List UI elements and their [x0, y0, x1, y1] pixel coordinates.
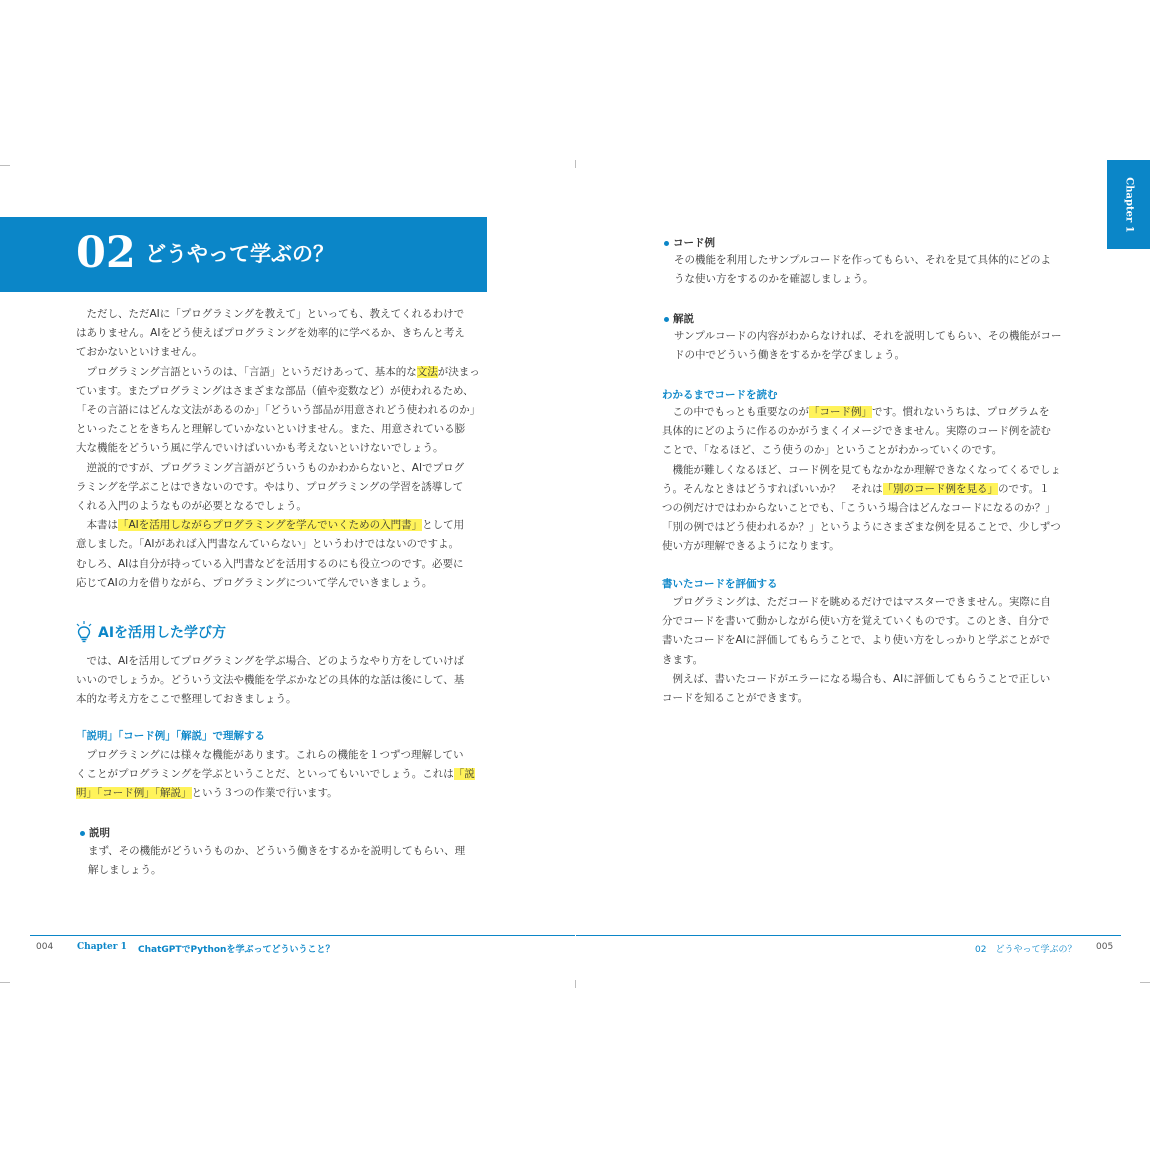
bullet-dot-icon — [80, 831, 85, 836]
subheading-read-code: わかるまでコードを読む — [662, 389, 778, 401]
text-line — [662, 631, 1078, 650]
text-line — [76, 401, 488, 420]
text-line — [662, 518, 1078, 537]
text-segment: といったことをきちんと理解していかないといけません。また、用意されている膨 — [76, 423, 466, 436]
text-segment: 意しました。「AIがあれば入門書なんていらない」というわけではないのですよ。 — [76, 538, 460, 551]
chapter-side-tab — [1107, 160, 1150, 249]
text-segment: 具体的にどのように作るのかがうまくイメージできません。実際のコード例を読む — [662, 425, 1051, 438]
text-segment: ドの中でどういう働きをするかを学びましょう。 — [674, 349, 905, 362]
text-segment: 分でコードを書いて動かしながら使い方を覚えていくものです。このとき、自分で — [662, 615, 1050, 628]
text-line — [662, 689, 1078, 708]
bullet-commentary — [664, 311, 694, 326]
bullet-explanation-label: 説明 — [89, 827, 110, 839]
text-line — [76, 324, 488, 343]
text-line — [662, 651, 1078, 670]
text-segment: むしろ、AIは自分が持っている入門書などを活用するのにも役立つのです。必要に — [76, 557, 464, 570]
text-line — [88, 842, 488, 861]
text-line — [76, 671, 488, 690]
text-segment: ただし、ただAIに「プログラミングを教えて」といっても、教えてくれるわけで — [76, 308, 465, 320]
text-segment: その機能を利用したサンプルコードを作ってもらい、それを見て具体的にどのよ — [674, 254, 1052, 266]
text-segment: 本的な考え方をここで整理しておきましょう。 — [76, 693, 297, 706]
text-line — [76, 343, 488, 362]
highlighted-text: 文法 — [416, 365, 438, 378]
footer-chapter-label: Chapter 1 — [77, 942, 127, 952]
text-line — [76, 459, 488, 478]
text-segment: 解しましょう。 — [88, 864, 162, 877]
intro-paragraph — [76, 305, 488, 593]
bullet-code-example — [664, 235, 715, 250]
text-segment: 逆説的ですが、プログラミング言語がどういうものかわからないと、AIでプログ — [76, 461, 465, 474]
text-segment: つの例だけではわからないことでも、「こういう場合はどんなコードになるのか？」 — [662, 502, 1056, 515]
text-line — [76, 765, 488, 784]
text-segment: プログラミング言語というのは、「言語」というだけあって、基本的な — [76, 365, 417, 378]
text-segment: はありません。AIをどう使えばプログラミングを効率的に学べるか、きちんと考え — [76, 327, 465, 340]
bullet-dot-icon — [664, 241, 669, 246]
text-segment: プログラミングは、ただコードを眺めるだけではマスターできません。実際に自 — [662, 596, 1051, 608]
text-segment: が決まっ — [437, 365, 480, 378]
text-segment: くことがプログラミングを学ぶということだ、といってもいいでしょう。これは — [76, 768, 454, 781]
bullet-explanation — [80, 825, 110, 840]
text-line — [662, 422, 1078, 441]
section-heading-label: AIを活用した学び方 — [98, 625, 227, 641]
text-line — [88, 861, 488, 880]
text-line — [662, 537, 1078, 556]
text-line — [674, 251, 1078, 270]
footer-rule-left — [30, 935, 575, 936]
text-line — [76, 478, 488, 497]
text-line — [76, 305, 488, 324]
text-segment: ておかないといけません。 — [76, 346, 203, 359]
footer-section-title: 02 どうやって学ぶの？ — [975, 945, 1077, 955]
text-segment: う。そんなときはどうすればいいか？ それは — [662, 482, 883, 495]
text-segment: うな使い方をするのかを確認しましょう。 — [674, 273, 874, 286]
highlighted-text: 明」「コード例」「解説」 — [76, 787, 192, 800]
text-segment: です。慣れないうちは、プログラムを — [872, 406, 1050, 418]
chapter-banner — [0, 217, 487, 292]
text-segment: ことで、「なるほど、こう使うのか」ということがわかっていくのです。 — [662, 444, 1003, 457]
text-segment: ラミングを学ぶことはできないのです。やはり、プログラミングの学習を誘導して — [76, 480, 464, 493]
section-heading — [76, 619, 226, 645]
text-segment: のです。１ — [998, 482, 1050, 495]
text-line — [76, 535, 488, 554]
lightbulb-icon — [76, 621, 92, 643]
explanation-paragraph — [88, 842, 488, 880]
text-line — [662, 480, 1078, 499]
text-segment: では、AIを活用してプログラミングを学ぶ場合、どのようなやり方をしていけば — [76, 655, 465, 667]
highlighted-text: 「別のコード例を見る」 — [882, 482, 998, 495]
highlighted-text: 「AIを活用しながらプログラミングを学んでいくための入門書」 — [118, 519, 423, 532]
text-segment: 応じてAIの力を借りながら、プログラミングについて学んでいきましょう。 — [76, 576, 433, 589]
text-line — [76, 420, 488, 439]
text-line — [674, 346, 1078, 365]
text-segment: くれる入門のようなものが必要となるでしょう。 — [76, 500, 307, 513]
text-segment: 例えば、書いたコードがエラーになる場合も、AIに評価してもらうことで正しい — [662, 672, 1051, 685]
text-line — [76, 690, 488, 709]
crop-mark — [1140, 982, 1150, 983]
text-line — [674, 327, 1078, 346]
crop-mark — [575, 160, 576, 168]
bullet-dot-icon — [664, 317, 669, 322]
highlighted-text: 「説 — [453, 768, 475, 781]
text-line — [662, 499, 1078, 518]
text-line — [76, 497, 488, 516]
text-segment: 大な機能をどういう風に学んでいけばいいかも考えないといけないでしょう。 — [76, 442, 444, 455]
text-line — [76, 439, 488, 458]
text-segment: ています。またプログラミングはさまざまな部品（値や変数など）が使われるため、 — [76, 384, 474, 397]
chapter-title: どうやって学ぶの？ — [145, 242, 334, 266]
bullet-commentary-label: 解説 — [673, 313, 694, 325]
text-line — [76, 784, 488, 803]
code-example-paragraph — [674, 251, 1078, 289]
text-segment: として用 — [422, 519, 465, 532]
text-segment: 書いたコードをAIに評価してもらうことで、より使い方をしっかりと学ぶことがで — [662, 634, 1051, 647]
text-line — [662, 593, 1078, 612]
text-segment: 「別の例ではどう使われるか？」というようにさまざまな例を見ることで、少しずつ — [662, 521, 1061, 534]
highlighted-text: 「コード例」 — [809, 406, 872, 418]
text-line — [662, 670, 1078, 689]
text-segment: 本書は — [76, 519, 118, 532]
text-segment: コードを知ることができます。 — [662, 692, 809, 705]
text-line — [76, 746, 488, 765]
understand-paragraph — [76, 746, 488, 804]
text-segment: まず、その機能がどういうものか、どういう働きをするかを説明してもらい、理 — [88, 845, 466, 857]
footer-chapter-title: ChatGPTでPythonを学ぶってどういうこと？ — [138, 945, 335, 955]
page-number-right: 005 — [1096, 942, 1114, 952]
text-segment: 「その言語にはどんな文法があるのか」「どういう部品が用意されどう使われるのか」 — [76, 404, 481, 417]
text-segment: プログラミングには様々な機能があります。これらの機能を１つずつ理解してい — [76, 749, 464, 761]
text-line — [76, 516, 488, 535]
chapter-side-tab-label: Chapter 1 — [1123, 176, 1134, 233]
read-code-paragraph — [662, 403, 1078, 557]
text-line — [662, 403, 1078, 422]
text-segment: サンプルコードの内容がわからなければ、それを説明してもらい、その機能がコー — [674, 330, 1062, 342]
text-line — [76, 652, 488, 671]
evaluate-code-paragraph — [662, 593, 1078, 708]
text-line — [76, 574, 488, 593]
text-segment: いいのでしょうか。どういう文法や機能を学ぶかなどの具体的な話は後にして、基 — [76, 674, 465, 687]
commentary-paragraph — [674, 327, 1078, 365]
page-number-left: 004 — [36, 942, 54, 952]
text-segment: 使い方が理解できるようになります。 — [662, 540, 840, 553]
text-segment: きます。 — [662, 653, 704, 666]
text-line — [76, 363, 488, 382]
subheading-understand: 「説明」「コード例」「解説」で理解する — [76, 730, 265, 742]
text-line — [662, 612, 1078, 631]
bullet-code-example-label: コード例 — [673, 237, 715, 249]
text-segment: 機能が難しくなるほど、コード例を見てもなかなか理解できなくなってくるでしょ — [662, 463, 1061, 476]
crop-mark — [0, 982, 10, 983]
section-paragraph — [76, 652, 488, 710]
footer-rule-right — [576, 935, 1121, 936]
text-segment: という３つの作業で行います。 — [191, 787, 338, 800]
text-line — [76, 555, 488, 574]
text-segment: この中でもっとも重要なのが — [662, 406, 809, 418]
chapter-number: 02 — [76, 228, 136, 278]
subheading-evaluate-code: 書いたコードを評価する — [662, 578, 778, 590]
text-line — [674, 270, 1078, 289]
text-line — [76, 382, 488, 401]
text-line — [662, 441, 1078, 460]
crop-mark — [575, 980, 576, 988]
text-line — [662, 461, 1078, 480]
crop-mark — [0, 165, 10, 166]
